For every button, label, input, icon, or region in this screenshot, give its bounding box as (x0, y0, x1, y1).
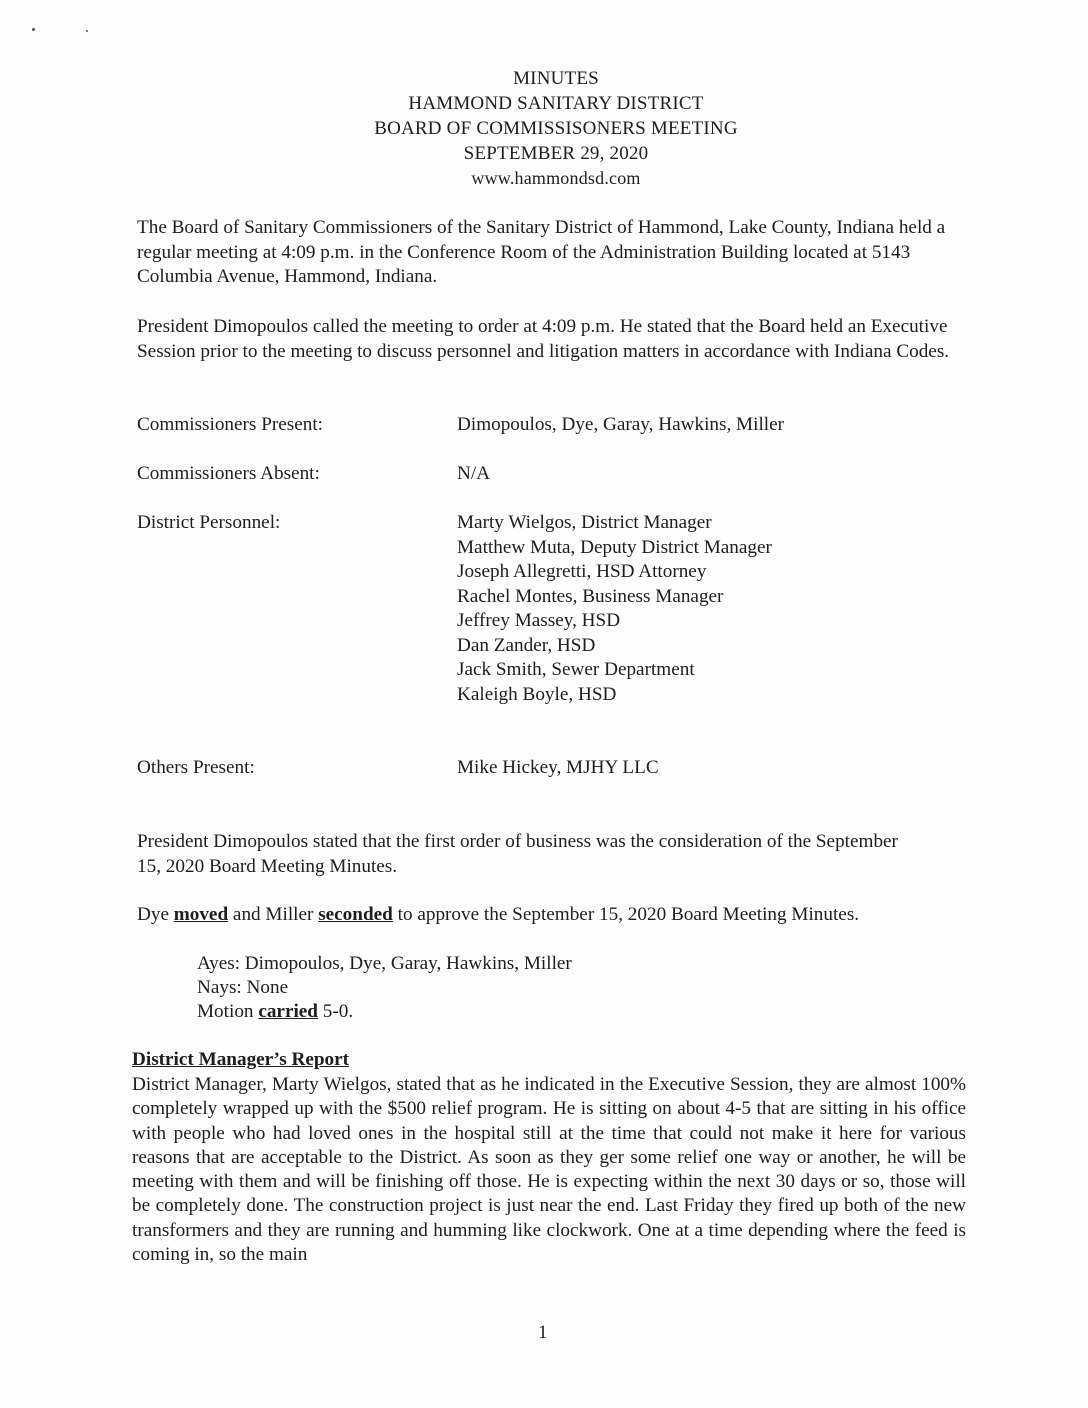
vote-result (197, 1000, 353, 1024)
seconded-keyword: seconded (318, 904, 393, 925)
vote-result-text: 5-0. (317, 1001, 354, 1022)
personnel-item: Marty Wielgos, District Manager (457, 512, 712, 533)
header-title: MINUTES (513, 68, 599, 89)
first-order-paragraph: President Dimopoulos stated that the first order of business was the consideration of the September 15, 2020 Board Meeting Minutes. (137, 831, 898, 877)
district-manager-report-body: District Manager, Marty Wielgos, stated that as he indicated in the Executive Session, they are almost 100% completely wrapped up with the $500 relief program. He is sitting on about 4-5 that are sitting in his office with people who had loved ones in the hospital still at the time that could not make it here for various reasons that are acceptable to the District. As soon as they ger some relief one way or another, he will be meeting with them and will be finishing off those. He is expecting within the next 30 days or so, those will be completely done. The construction project is just near the end. Last Friday they fired up both of the new transformers and they are running and humming like clockwork. One at a time depending where the feed is coming in, so the main (132, 1074, 966, 1266)
personnel-item: Joseph Allegretti, HSD Attorney (457, 561, 707, 582)
district-personnel-label: District Personnel: (137, 512, 281, 533)
header-org: HAMMOND SANITARY DISTRICT (408, 93, 704, 114)
commissioners-present-label: Commissioners Present: (137, 414, 324, 435)
others-present-label: Others Present: (137, 757, 255, 778)
district-manager-report-heading: District Manager’s Report (132, 1049, 350, 1070)
moved-keyword: moved (173, 904, 229, 925)
page-number: 1 (538, 1322, 548, 1343)
personnel-item: Rachel Montes, Business Manager (457, 585, 724, 607)
commissioners-absent-value: N/A (457, 463, 491, 484)
motion-text: and Miller (228, 904, 319, 925)
motion-text: to approve the September 15, 2020 Board Meeting Minutes. (392, 904, 860, 925)
header-url: www.hammondsd.com (471, 168, 641, 188)
personnel-item: Kaleigh Boyle, HSD (457, 683, 617, 705)
scan-speck (86, 30, 88, 32)
carried-keyword: carried (258, 1001, 318, 1022)
document-header (0, 66, 1088, 191)
header-meeting: BOARD OF COMMISSISONERS MEETING (374, 118, 738, 139)
intro-paragraph: The Board of Sanitary Commissioners of the Sanitary District of Hammond, Lake County, Indiana held a regular meeting at 4:09 p.m. in the Conference Room of the Administration Building located at 5143 Columbia Avenue, Hammond, Indiana. (137, 217, 946, 287)
personnel-item: Matthew Muta, Deputy District Manager (457, 536, 772, 558)
vote-result-text: Motion (197, 1001, 259, 1022)
call-to-order-paragraph: President Dimopoulos called the meeting to order at 4:09 p.m. He stated that the Board held an Executive Session prior to the meeting to discuss personnel and litigation matters in accordance with Indiana Codes. (137, 316, 950, 362)
personnel-item: Jack Smith, Sewer Department (457, 659, 695, 680)
motion-paragraph (137, 903, 967, 928)
personnel-item: Jeffrey Massey, HSD (457, 610, 621, 631)
others-present-value: Mike Hickey, MJHY LLC (457, 757, 659, 778)
vote-ayes: Ayes: Dimopoulos, Dye, Garay, Hawkins, Miller (197, 953, 572, 974)
vote-nays: Nays: None (197, 977, 289, 998)
commissioners-present-value: Dimopoulos, Dye, Garay, Hawkins, Miller (457, 414, 785, 435)
motion-text: Dye (137, 904, 174, 925)
personnel-item: Dan Zander, HSD (457, 634, 596, 656)
district-personnel-list (457, 511, 772, 707)
commissioners-absent-label: Commissioners Absent: (137, 463, 320, 484)
header-date: SEPTEMBER 29, 2020 (463, 143, 649, 164)
scan-speck (32, 28, 35, 31)
